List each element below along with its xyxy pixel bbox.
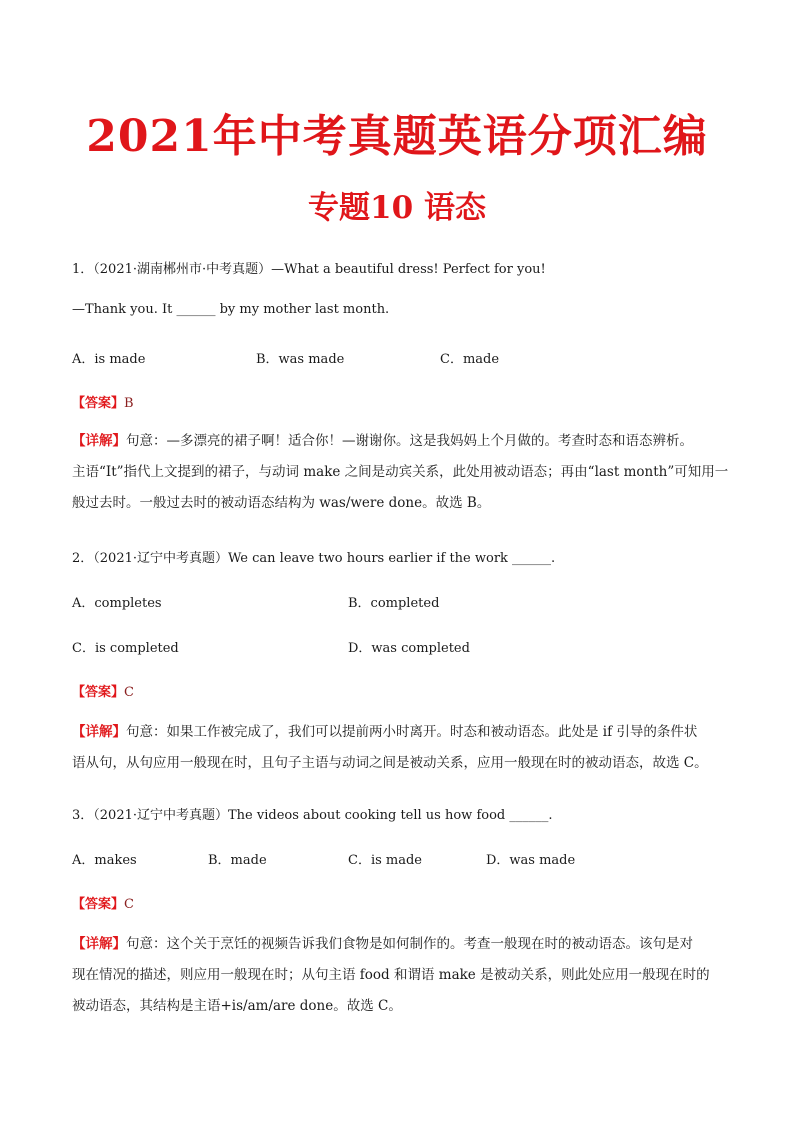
question-text: We can leave two hours earlier if the work ______. bbox=[228, 551, 556, 566]
detail-line: 被动语态，其结构是主语+is/am/are done。故选 C。 bbox=[72, 998, 402, 1014]
answer-tag: 【答案】 bbox=[72, 396, 125, 411]
question-text: —What a beautiful dress! Perfect for you! bbox=[271, 262, 546, 277]
detail-line: 句意：—多漂亮的裙子啊！适合你！—谢谢你。这是我妈妈上个月做的。考查时态和语态辨析。 bbox=[126, 433, 693, 449]
question-3-option-d: D．was made bbox=[486, 853, 576, 868]
question-3-option-b: B．made bbox=[208, 853, 267, 868]
answer-tag: 【答案】 bbox=[72, 897, 125, 912]
question-1-stem-line2: —Thank you. It ______ by my mother last month. bbox=[72, 302, 390, 317]
question-source: （2021·辽宁中考真题） bbox=[93, 551, 228, 566]
question-1-stem bbox=[72, 258, 546, 277]
page-subtitle: 专题10 语态 bbox=[308, 190, 486, 226]
detail-tag: 【详解】 bbox=[72, 433, 126, 449]
question-1-option-c: C．made bbox=[440, 352, 500, 367]
question-3-detail bbox=[72, 929, 732, 1022]
question-number: 3． bbox=[72, 808, 94, 823]
question-1-option-a: A．is made bbox=[72, 352, 146, 367]
question-source: （2021·辽宁中考真题） bbox=[93, 808, 228, 823]
answer-tag: 【答案】 bbox=[72, 685, 125, 700]
question-2-stem bbox=[72, 547, 555, 566]
question-2-option-b: B．completed bbox=[348, 596, 440, 611]
detail-line: 语从句，从句应用一般现在时，且句子主语与动词之间是被动关系，应用一般现在时的被动语态，故选 C。 bbox=[72, 755, 708, 771]
question-2-option-d: D．was completed bbox=[348, 641, 470, 656]
question-source: （2021·湖南郴州市·中考真题） bbox=[93, 262, 272, 277]
question-2-option-a: A．completes bbox=[72, 596, 162, 611]
detail-tag: 【详解】 bbox=[72, 936, 126, 952]
question-3-option-c: C．is made bbox=[348, 853, 423, 868]
detail-line: 现在情况的描述，则应用一般现在时；从句主语 food 和谓语 make 是被动关系，则此处应用一般现在时的 bbox=[72, 967, 710, 983]
question-2-answer bbox=[72, 681, 134, 700]
answer-value: C bbox=[124, 897, 134, 912]
detail-line: 主语“It”指代上文提到的裙子，与动词 make 之间是动宾关系，此处用被动语态；再由“last month”可知用一 bbox=[72, 464, 729, 480]
detail-line: 般过去时。一般过去时的被动语态结构为 was/were done。故选 B。 bbox=[72, 495, 491, 511]
question-text: The videos about cooking tell us how food ______. bbox=[228, 808, 553, 823]
question-number: 2． bbox=[72, 551, 94, 566]
question-1-detail bbox=[72, 426, 732, 519]
question-number: 1． bbox=[72, 262, 94, 277]
detail-line: 句意：如果工作被完成了，我们可以提前两小时离开。时态和被动语态。此处是 if 引导的条件状 bbox=[126, 724, 698, 740]
question-3-answer bbox=[72, 893, 134, 912]
detail-tag: 【详解】 bbox=[72, 724, 126, 740]
question-2-detail bbox=[72, 717, 732, 779]
question-1-option-b: B．was made bbox=[256, 352, 345, 367]
question-2-option-c: C．is completed bbox=[72, 641, 179, 656]
answer-value: C bbox=[124, 685, 134, 700]
question-1-answer bbox=[72, 392, 134, 411]
detail-line: 句意：这个关于烹饪的视频告诉我们食物是如何制作的。考查一般现在时的被动语态。该句是对 bbox=[126, 936, 693, 952]
page-title: 2021年中考真题英语分项汇编 bbox=[86, 111, 708, 162]
answer-value: B bbox=[124, 396, 134, 411]
question-3-option-a: A．makes bbox=[72, 853, 137, 868]
question-3-stem bbox=[72, 804, 553, 823]
